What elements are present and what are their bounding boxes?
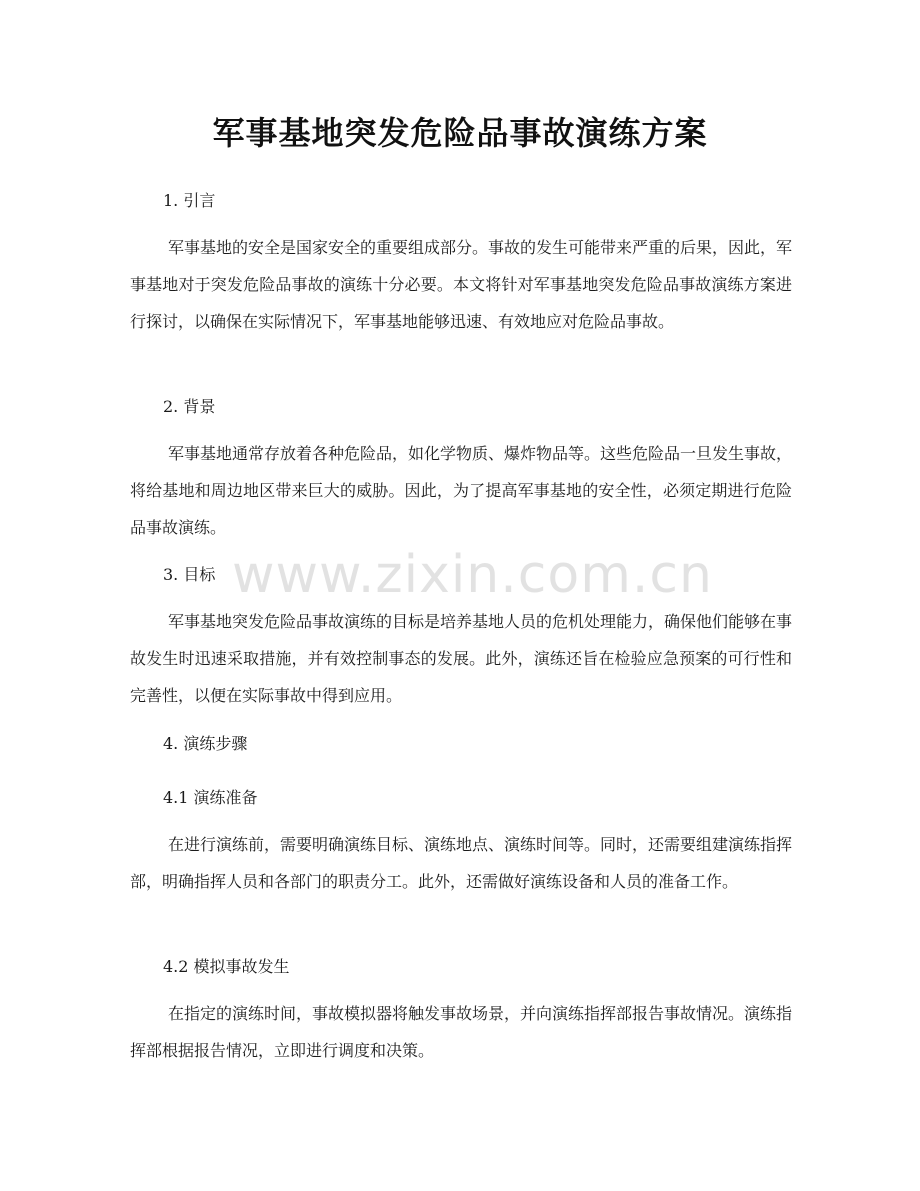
- section-heading-introduction: 1. 引言: [163, 191, 216, 210]
- section-paragraph-background: 军事基地通常存放着各种危险品，如化学物质、爆炸物品等。这些危险品一旦发生事故，将给基地和周边地区带来巨大的威胁。因此，为了提高军事基地的安全性，必须定期进行危险品事故演练。: [130, 444, 793, 537]
- watermark: www.zixin.com.cn: [232, 545, 713, 605]
- section-paragraph-goals: 军事基地突发危险品事故演练的目标是培养基地人员的危机处理能力，确保他们能够在事故发生时迅速采取措施，并有效控制事态的发展。此外，演练还旨在检验应急预案的可行性和完善性，以便在实际事故中得到应用。: [130, 612, 793, 705]
- document-title: 军事基地突发危险品事故演练方案: [212, 114, 708, 152]
- section-heading-simulated-accident: 4.2 模拟事故发生: [163, 957, 290, 976]
- section-paragraph-introduction: 军事基地的安全是国家安全的重要组成部分。事故的发生可能带来严重的后果，因此，军事基地对于突发危险品事故的演练十分必要。本文将针对军事基地突发危险品事故演练方案进行探讨，以确保在实际情况下，军事基地能够迅速、有效地应对危险品事故。: [130, 238, 793, 331]
- section-heading-background: 2. 背景: [163, 397, 216, 416]
- section-heading-drill-steps: 4. 演练步骤: [163, 734, 248, 753]
- section-heading-goals: 3. 目标: [163, 565, 216, 584]
- section-heading-drill-preparation: 4.1 演练准备: [163, 788, 258, 807]
- section-paragraph-drill-preparation: 在进行演练前，需要明确演练目标、演练地点、演练时间等。同时，还需要组建演练指挥部，明确指挥人员和各部门的职责分工。此外，还需做好演练设备和人员的准备工作。: [130, 835, 793, 891]
- section-paragraph-simulated-accident: 在指定的演练时间，事故模拟器将触发事故场景，并向演练指挥部报告事故情况。演练指挥部根据报告情况，立即进行调度和决策。: [130, 1004, 793, 1060]
